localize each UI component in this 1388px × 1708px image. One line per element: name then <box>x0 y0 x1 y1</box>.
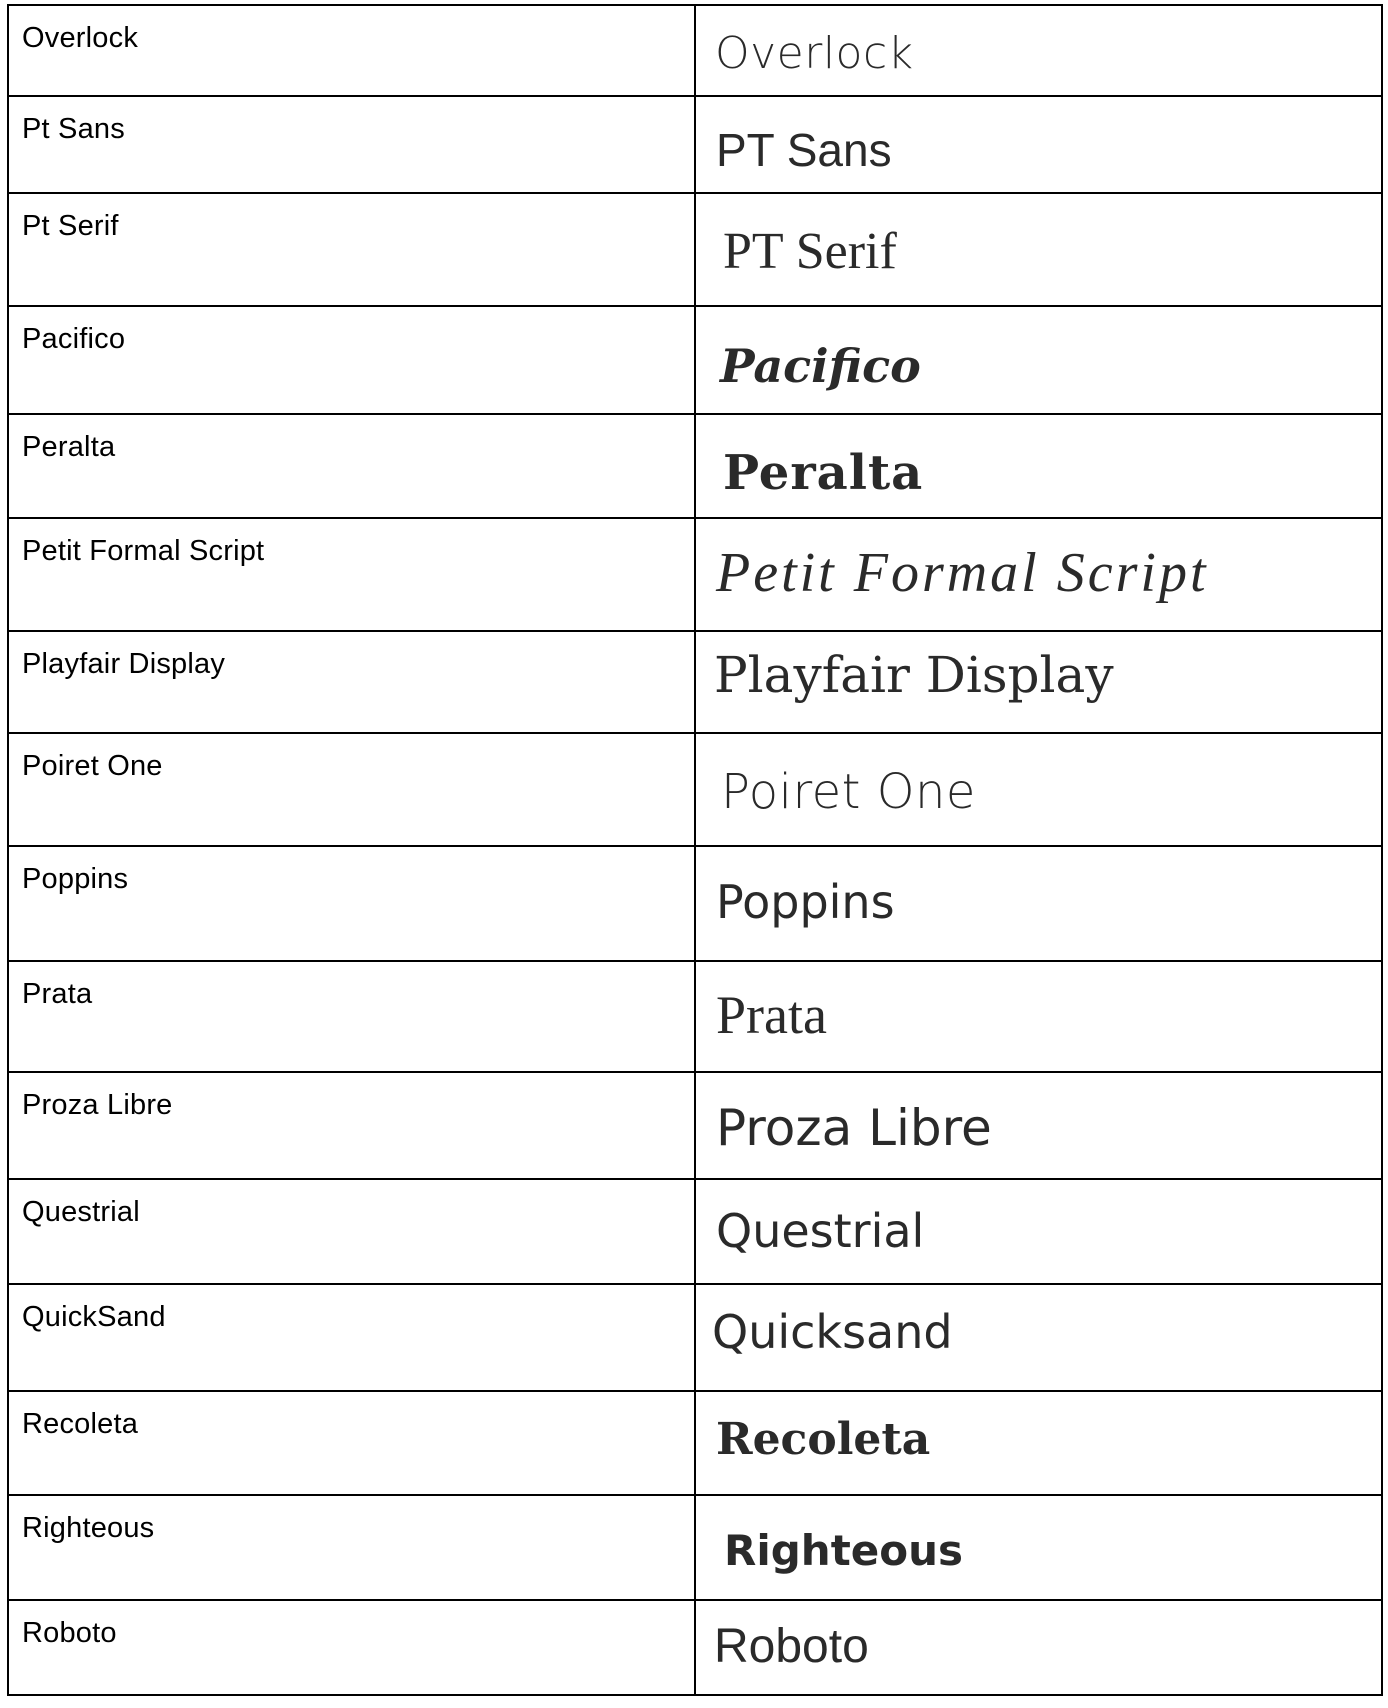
table-row <box>8 518 1382 631</box>
font-sample: Recoleta <box>716 1414 931 1465</box>
font-name-cell <box>8 961 695 1072</box>
table-row <box>8 1600 1382 1695</box>
font-name: Righteous <box>22 1512 155 1544</box>
font-name: Overlock <box>22 22 139 54</box>
font-sample: Proza Libre <box>716 1099 992 1157</box>
font-sample: Pacifico <box>720 339 921 393</box>
font-name: Pt Sans <box>22 113 125 145</box>
font-name-cell <box>8 1284 695 1391</box>
font-name-cell <box>8 733 695 846</box>
font-sample: Overlock <box>715 28 914 79</box>
font-name: Poiret One <box>22 750 163 782</box>
table-row <box>8 414 1382 518</box>
font-sample: PT Sans <box>716 124 892 176</box>
font-name-cell <box>8 414 695 518</box>
font-sample: Prata <box>716 985 827 1045</box>
table-row <box>8 1391 1382 1495</box>
font-name-cell <box>8 631 695 733</box>
table-row <box>8 631 1382 733</box>
font-sample: Poppins <box>716 875 895 929</box>
font-sample: Peralta <box>723 445 924 501</box>
font-name: Pt Serif <box>22 210 119 242</box>
font-sample-cell <box>695 1179 1382 1284</box>
table-row <box>8 96 1382 193</box>
font-name: Roboto <box>22 1617 117 1649</box>
font-name: Pacifico <box>22 323 126 355</box>
font-name-cell <box>8 518 695 631</box>
table-row <box>8 5 1382 96</box>
table-row <box>8 1072 1382 1179</box>
table-row <box>8 193 1382 306</box>
font-sample: Petit Formal Script <box>716 542 1209 604</box>
font-name-cell <box>8 1072 695 1179</box>
table-row <box>8 1495 1382 1600</box>
font-name-cell <box>8 846 695 961</box>
font-name: Questrial <box>22 1196 140 1228</box>
font-name-cell <box>8 193 695 306</box>
table-row <box>8 733 1382 846</box>
font-sample-cell <box>695 961 1382 1072</box>
font-sample-cell <box>695 1072 1382 1179</box>
font-name-cell <box>8 1495 695 1600</box>
table-row <box>8 1179 1382 1284</box>
font-sample-cell <box>695 1284 1382 1391</box>
font-name: Petit Formal Script <box>22 535 265 567</box>
font-sample: Righteous <box>724 1526 964 1575</box>
font-sample: Roboto <box>714 1620 869 1673</box>
table-row <box>8 306 1382 414</box>
font-sample: PT Serif <box>723 223 897 280</box>
font-table <box>7 4 1383 1696</box>
font-sample-cell <box>695 5 1382 96</box>
font-sample-cell <box>695 96 1382 193</box>
font-name: Playfair Display <box>22 648 226 680</box>
font-name: Recoleta <box>22 1408 139 1440</box>
font-name-cell <box>8 1600 695 1695</box>
font-sample-cell <box>695 1391 1382 1495</box>
table-row <box>8 1284 1382 1391</box>
font-sample-cell <box>695 1495 1382 1600</box>
font-sample: Questrial <box>716 1204 925 1258</box>
font-sample-cell <box>695 306 1382 414</box>
table-row <box>8 961 1382 1072</box>
font-name: Proza Libre <box>22 1089 173 1121</box>
font-sample-cell <box>695 631 1382 733</box>
font-sample-cell <box>695 414 1382 518</box>
font-sample-cell <box>695 846 1382 961</box>
font-name: Prata <box>22 978 93 1010</box>
font-sample-cell <box>695 733 1382 846</box>
font-name: QuickSand <box>22 1301 166 1333</box>
font-name: Poppins <box>22 863 129 895</box>
font-name-cell <box>8 1391 695 1495</box>
table-row <box>8 846 1382 961</box>
font-sample-cell <box>695 518 1382 631</box>
font-sample: Quicksand <box>712 1305 953 1359</box>
font-name-cell <box>8 96 695 193</box>
font-sample-cell <box>695 1600 1382 1695</box>
font-sample-cell <box>695 193 1382 306</box>
font-sample: Poiret One <box>721 764 976 820</box>
font-sample: Playfair Display <box>714 646 1114 704</box>
font-name-cell <box>8 5 695 96</box>
font-name-cell <box>8 1179 695 1284</box>
font-name-cell <box>8 306 695 414</box>
font-name: Peralta <box>22 431 116 463</box>
